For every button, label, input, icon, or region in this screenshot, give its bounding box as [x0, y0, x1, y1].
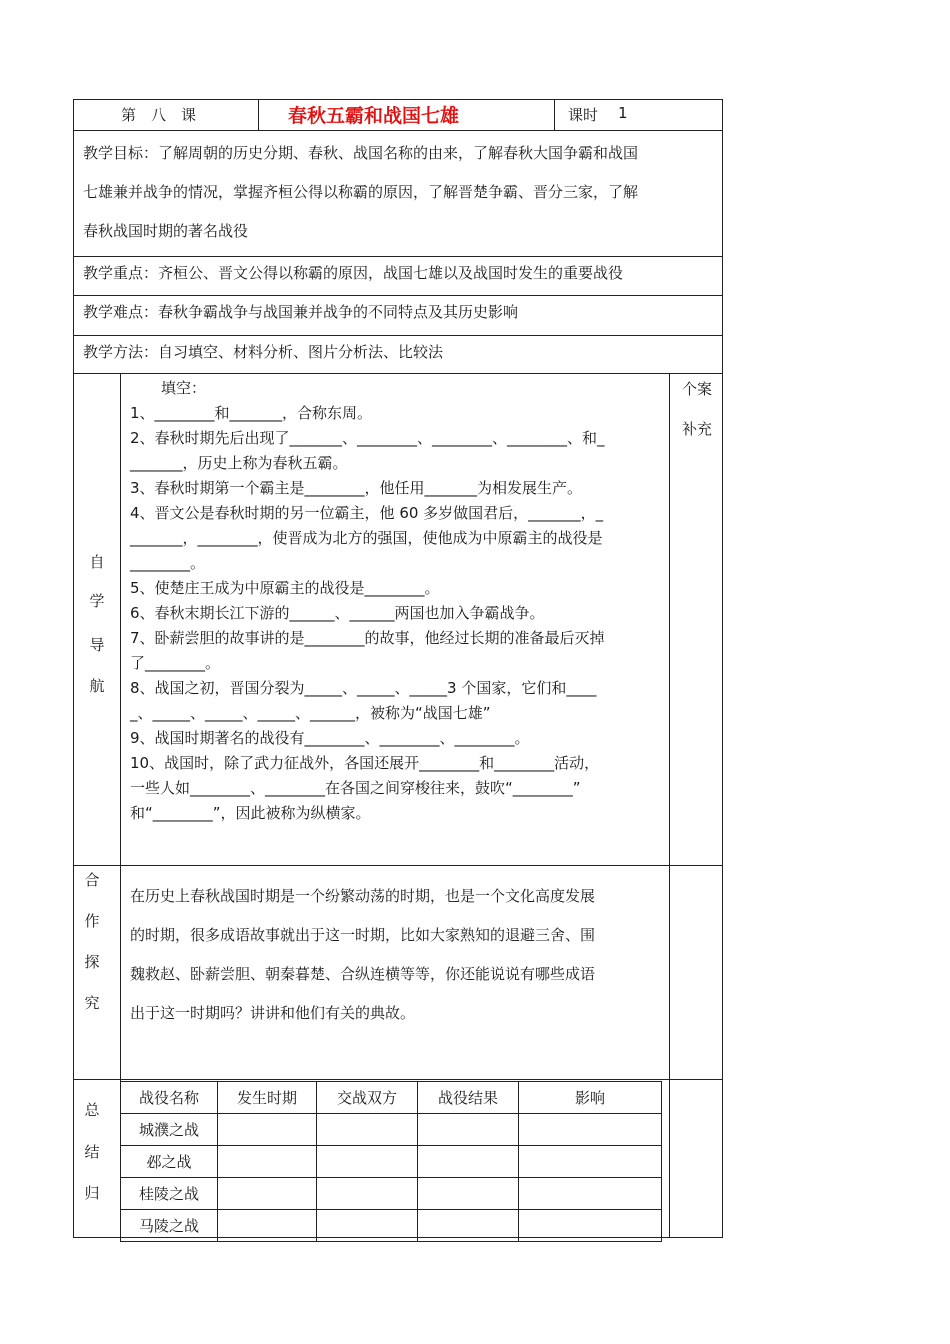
- question-line: 7、卧薪尝胆的故事讲的是________的故事，他经过长期的准备最后灭掉: [130, 629, 605, 647]
- period-value: 1: [618, 104, 628, 122]
- blank-cell: [519, 1210, 662, 1242]
- question-line: 5、使楚庄王成为中原霸主的战役是________。: [130, 579, 440, 597]
- blank-cell: [317, 1114, 418, 1146]
- column-header: 发生时期: [218, 1082, 317, 1114]
- blank-cell: [519, 1114, 662, 1146]
- question-line: 了________。: [130, 654, 221, 672]
- methods-divider: [73, 373, 723, 374]
- column-header: 影响: [519, 1082, 662, 1114]
- blank-cell: [218, 1178, 317, 1210]
- question-line: 一些人如________、________在各国之间穿梭往来，鼓吹“________”: [130, 779, 581, 797]
- goals-line-2: 七雄兼并战争的情况，掌握齐桓公得以称霸的原因，了解晋楚争霸、晋分三家，了解: [83, 183, 639, 201]
- blank-cell: [418, 1210, 519, 1242]
- header-col-divider-1: [258, 99, 259, 130]
- question-line: 1、________和_______，合称东周。: [130, 404, 373, 422]
- blank-cell: [418, 1114, 519, 1146]
- question-line: 和“________”，因此被称为纵横家。: [130, 804, 371, 822]
- key-points-divider: [73, 295, 723, 296]
- blank-cell: [317, 1146, 418, 1178]
- cooperation-line: 在历史上春秋战国时期是一个纷繁动荡的时期，也是一个文化高度发展: [130, 887, 596, 905]
- question-line: ________。: [130, 554, 206, 572]
- goals-divider: [73, 256, 723, 257]
- table-row: [121, 1114, 662, 1146]
- cooperation-line: 魏救赵、卧薪尝胆、朝秦暮楚、合纵连横等等，你还能说说有哪些成语: [130, 965, 596, 983]
- header-divider: [73, 130, 723, 131]
- side-char: 探: [84, 953, 100, 971]
- lesson-number: 第 八 课: [121, 106, 197, 124]
- side-char: 导: [89, 636, 105, 654]
- difficulties: 教学难点：春秋争霸战争与战国兼并战争的不同特点及其历史影响: [83, 303, 519, 321]
- table-border-left: [73, 99, 74, 1238]
- question-line: 10、战国时，除了武力征战外，各国还展开________和________活动，: [130, 754, 600, 772]
- battle-name-cell: 马陵之战: [121, 1210, 218, 1242]
- notes-label-line-2: 补充: [682, 420, 713, 438]
- methods: 教学方法：自习填空、材料分析、图片分析法、比较法: [83, 343, 444, 361]
- question-line: 9、战国时期著名的战役有________、________、________。: [130, 729, 530, 747]
- question-line: 3、春秋时期第一个霸主是________，他任用_______为相发展生产。: [130, 479, 583, 497]
- side-char: 自: [89, 553, 105, 571]
- notes-column-divider: [669, 373, 670, 1237]
- key-points: 教学重点：齐桓公、晋文公得以称霸的原因，战国七雄以及战国时发生的重要战役: [83, 264, 624, 282]
- table-header-row: [121, 1082, 662, 1114]
- battle-name-cell: 邲之战: [121, 1146, 218, 1178]
- column-header: 交战双方: [317, 1082, 418, 1114]
- table-row: [121, 1146, 662, 1178]
- fill-blank-heading: 填空：: [161, 379, 207, 397]
- period-label: 课时: [568, 106, 599, 124]
- side-char: 合: [84, 871, 100, 889]
- side-char: 究: [84, 994, 100, 1012]
- blank-cell: [418, 1178, 519, 1210]
- blank-cell: [317, 1210, 418, 1242]
- question-line: 8、战国之初，晋国分裂为_____、_____、_____3 个国家，它们和____: [130, 679, 597, 697]
- blank-cell: [519, 1178, 662, 1210]
- cooperation-text: [130, 877, 665, 1033]
- column-header: 战役结果: [418, 1082, 519, 1114]
- teaching-goals: [83, 134, 718, 251]
- battle-name-cell: 桂陵之战: [121, 1178, 218, 1210]
- question-line: _______，历史上称为春秋五霸。: [130, 454, 348, 472]
- side-char: 航: [89, 677, 105, 695]
- cooperation-line: 的时期，很多成语故事就出于这一时期，比如大家熟知的退避三舍、围: [130, 926, 596, 944]
- fill-blank-questions: [130, 401, 665, 826]
- difficulties-divider: [73, 335, 723, 336]
- side-char: 结: [84, 1143, 100, 1161]
- blank-cell: [218, 1146, 317, 1178]
- battle-summary-table: [120, 1081, 662, 1242]
- question-line: _、_____、_____、_____、______，被称为“战国七雄”: [130, 704, 491, 722]
- question-line: _______，________，使晋成为北方的强国，使他成为中原霸主的战役是: [130, 529, 603, 547]
- blank-cell: [418, 1146, 519, 1178]
- battle-name-cell: 城濮之战: [121, 1114, 218, 1146]
- side-char: 归: [84, 1184, 100, 1202]
- side-char: 学: [89, 592, 105, 610]
- question-line: 4、晋文公是春秋时期的另一位霸主，他 60 多岁做国君后，_______，_: [130, 504, 604, 522]
- blank-cell: [317, 1178, 418, 1210]
- side-char: 总: [84, 1101, 100, 1119]
- question-line: 6、春秋末期长江下游的______、______两国也加入争霸战争。: [130, 604, 545, 622]
- goals-line-1: 教学目标：了解周朝的历史分期、春秋、战国名称的由来，了解春秋大国争霸和战国: [83, 144, 639, 162]
- column-header: 战役名称: [121, 1082, 218, 1114]
- blank-cell: [218, 1210, 317, 1242]
- page-title: 春秋五霸和战国七雄: [288, 105, 460, 127]
- side-char: 作: [84, 912, 100, 930]
- self-study-divider: [73, 865, 723, 866]
- table-border-right: [722, 99, 723, 1238]
- cooperation-divider: [73, 1079, 723, 1080]
- table-row: [121, 1178, 662, 1210]
- blank-cell: [218, 1114, 317, 1146]
- header-col-divider-2: [554, 99, 555, 130]
- blank-cell: [519, 1146, 662, 1178]
- goals-line-3: 春秋战国时期的著名战役: [83, 222, 249, 240]
- table-border-top: [73, 99, 723, 100]
- table-row: [121, 1210, 662, 1242]
- cooperation-line: 出于这一时期吗？讲讲和他们有关的典故。: [130, 1004, 416, 1022]
- notes-label-line-1: 个案: [682, 380, 713, 398]
- question-line: 2、春秋时期先后出现了_______、________、________、________、和_: [130, 429, 605, 447]
